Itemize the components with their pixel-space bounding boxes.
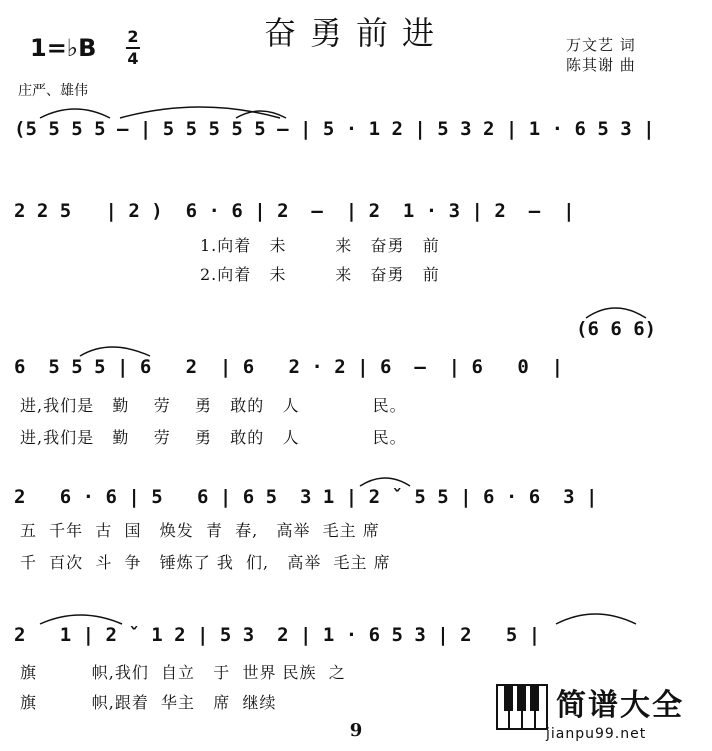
slur-7 (556, 614, 636, 624)
lyrics-row-4-verse-2: 千 百次 斗 争 锤炼了 我 们, 高举 毛主 席 (20, 553, 391, 572)
slur-6 (40, 615, 122, 624)
slur-4 (586, 308, 646, 318)
lyrics-row-3-verse-1: 进,我们是 勤 劳 勇 敢的 人 民。 (20, 396, 407, 415)
tempo-marking: 庄严、雄伟 (18, 83, 88, 99)
slur-5 (360, 478, 410, 486)
meter-bottom: 4 (127, 49, 139, 68)
slur-1 (40, 109, 110, 118)
grace-notes: (6 6 6) (576, 318, 657, 340)
score-row-3: 6 5 5 5 | 6 2 | 6 2 · 2 | 6 — | 6 0 | (14, 356, 564, 378)
lyrics-row-5-verse-1: 旗 帜,我们 自立 于 世界 民族 之 (20, 663, 346, 682)
lyricist-credit: 万文艺 词 (566, 36, 636, 54)
meter-top: 2 (127, 27, 139, 46)
page-title: 奋勇前进 (263, 14, 448, 52)
piano-keys-icon (496, 684, 548, 730)
score-row-1: (5 5 5 5 — | 5 5 5 5 5 — | 5 · 1 2 | 5 3 2 | 1 · 6 5 3 | (14, 118, 655, 140)
key-signature: 1=♭B (30, 34, 97, 62)
composer-credit: 陈其谢 曲 (566, 56, 636, 74)
score-row-4: 2 6 · 6 | 5 6 | 6 5 3 1 | 2 ˇ 5 5 | 6 · 6 3 | (14, 486, 598, 508)
score-row-5: 2 1 | 2 ˇ 1 2 | 5 3 2 | 1 · 6 5 3 | 2 5 | (14, 624, 541, 646)
lyrics-row-5-verse-2: 旗 帜,跟着 华主 席 继续 (20, 693, 277, 712)
page-number: 9 (349, 720, 363, 741)
slur-3 (80, 347, 150, 356)
lyrics-row-3-verse-2: 进,我们是 勤 劳 勇 敢的 人 民。 (20, 428, 407, 447)
lyrics-row-2-verse-2: 2.向着 未 来 奋勇 前 (200, 265, 440, 284)
watermark-logo-text: 简谱大全 (556, 688, 684, 723)
lyrics-row-4-verse-1: 五 千年 古 国 焕发 青 春, 高举 毛主 席 (20, 521, 380, 540)
watermark-url: jianpu99.net (546, 726, 647, 742)
score-row-2: 2 2 5 | 2 ) 6 · 6 | 2 — | 2 1 · 3 | 2 — | (14, 200, 575, 222)
slur-2 (120, 107, 280, 118)
lyrics-row-2-verse-1: 1.向着 未 来 奋勇 前 (200, 236, 440, 255)
